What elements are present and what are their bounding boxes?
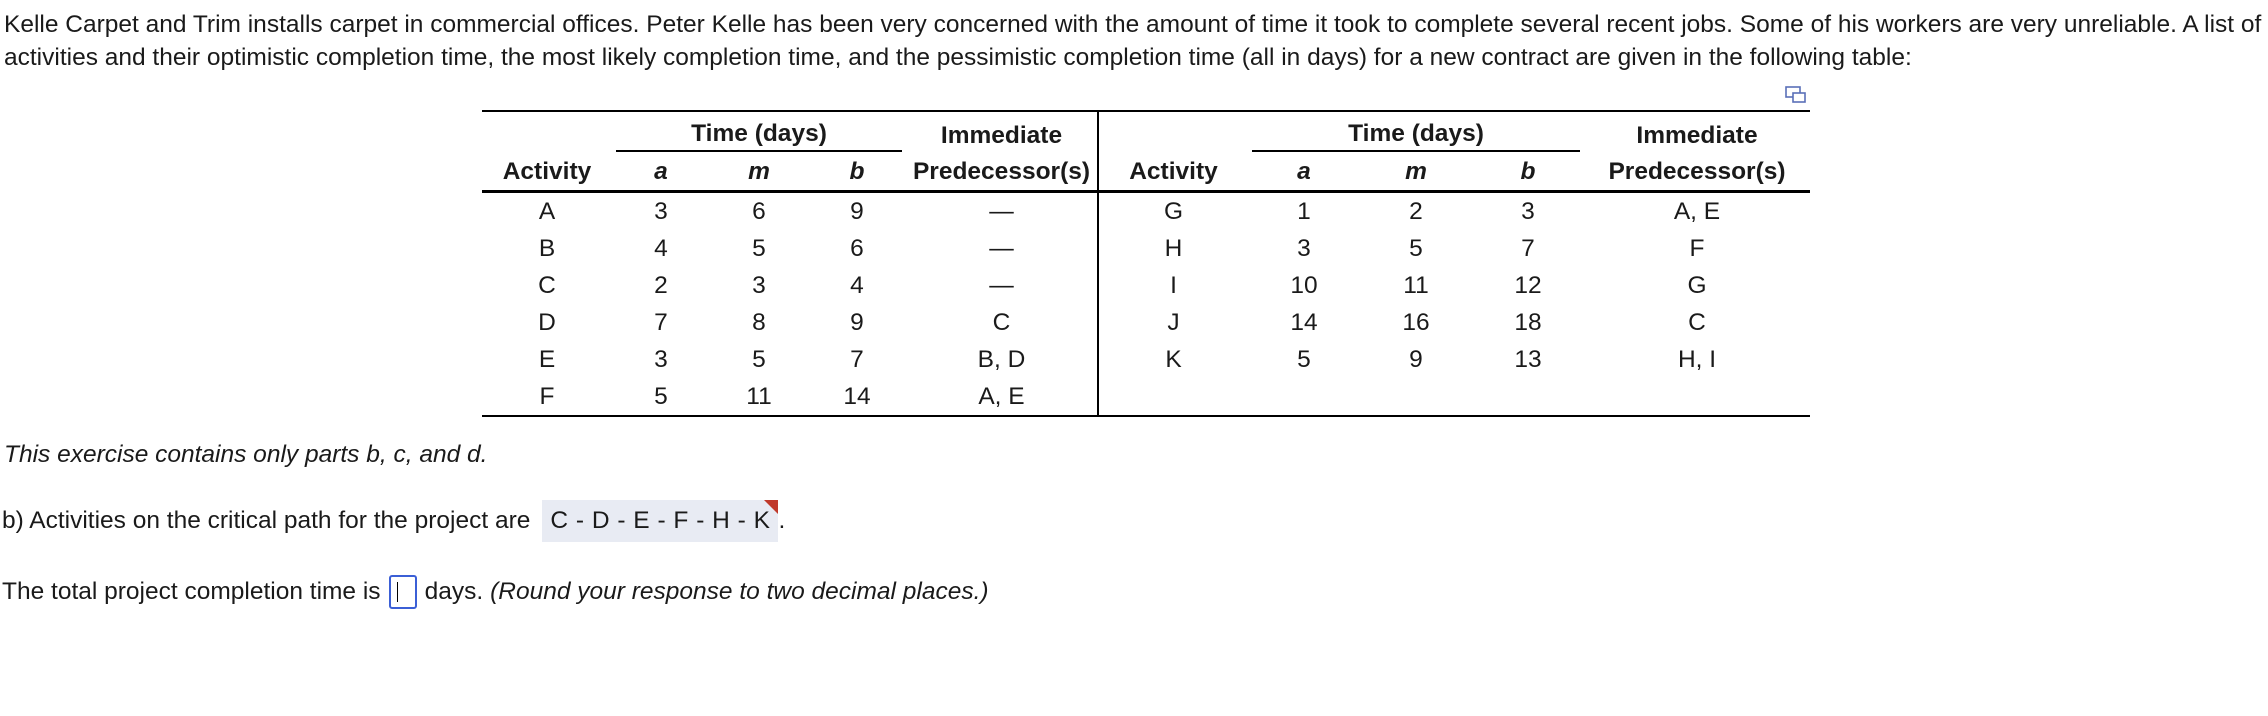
cell-a: 10: [1290, 271, 1318, 299]
cell-a: 7: [654, 308, 668, 336]
cell-pred: —: [906, 230, 1098, 267]
cell-b: 7: [1521, 234, 1535, 262]
header-blank-right: [1098, 111, 1248, 154]
exercise-note: This exercise contains only parts b, c, and d.: [4, 441, 488, 468]
header-a: a: [612, 154, 710, 192]
cell-activity: [1098, 378, 1248, 416]
header-m: m: [710, 154, 808, 192]
cell-pred: C: [1688, 308, 1706, 336]
cell-a: 2: [654, 271, 668, 299]
cell-activity: H: [1164, 234, 1183, 262]
cell-b: 18: [1514, 308, 1542, 336]
cell-activity: D: [538, 308, 556, 336]
cell-a: 5: [612, 378, 710, 416]
total-time-prompt: The total project completion time is: [2, 578, 381, 605]
cell-b: 7: [850, 345, 864, 373]
header-activity: Activity: [482, 154, 612, 192]
cell-b: 6: [850, 234, 864, 262]
cell-pred: —: [906, 192, 1098, 231]
cell-pred: B, D: [906, 341, 1098, 378]
total-time-input[interactable]: [389, 575, 417, 609]
cell-activity: E: [538, 345, 556, 373]
table-row: [482, 304, 1810, 341]
activity-table-container: [482, 110, 1810, 417]
cell-a: 3: [1297, 234, 1311, 262]
header-pred-line2-right: Predecessor(s): [1584, 154, 1810, 192]
table-row: [482, 230, 1810, 267]
table-row: [482, 267, 1810, 304]
cell-m: 9: [1409, 345, 1423, 373]
problem-statement: Kelle Carpet and Trim installs carpet in commercial offices. Peter Kelle has been very concerned with the amount of time it took to complete several recent jobs. Some of his workers are very unreliable. A list of activities and their optimistic completion time, the most likely completion time, and the pessimistic completion time (all in days) for a new contract are given in the following table:: [4, 11, 2262, 71]
header-blank: [482, 111, 612, 154]
incorrect-flag-icon: [764, 500, 778, 514]
table-header-row-2: [482, 154, 1810, 192]
cell-m: 3: [752, 271, 766, 299]
header-time-group-right: Time (days): [1248, 111, 1584, 154]
cell-b: 12: [1514, 271, 1542, 299]
cell-a: 3: [654, 197, 668, 225]
text-caret: [397, 582, 398, 602]
critical-path-answer-text: C - D - E - F - H - K: [550, 507, 771, 534]
cell-activity: C: [538, 271, 556, 299]
cell-m: 11: [1403, 271, 1429, 299]
cell-m: 5: [752, 234, 766, 262]
cell-pred: F: [1689, 234, 1705, 262]
cell-pred: A, E: [906, 378, 1098, 416]
table-row: [482, 341, 1810, 378]
cell-pred: G: [1687, 271, 1707, 299]
cell-m: 6: [752, 197, 766, 225]
header-b-right: b: [1472, 154, 1584, 192]
table-row: [482, 192, 1810, 231]
cell-m: 5: [752, 345, 766, 373]
header-pred-line1: Immediate: [906, 111, 1098, 154]
cell-b: [1472, 378, 1584, 416]
header-pred-line1-right: Immediate: [1584, 111, 1810, 154]
cell-m: 11: [710, 378, 808, 416]
cell-activity: I: [1170, 271, 1177, 299]
cell-activity: K: [1165, 345, 1182, 373]
cell-pred: A, E: [1673, 197, 1721, 225]
cell-b: 13: [1514, 345, 1542, 373]
cell-activity: A: [538, 197, 556, 225]
question-part-b: [2, 500, 785, 542]
cell-m: 16: [1402, 308, 1430, 336]
cell-pred: C: [906, 304, 1098, 341]
cell-pred: H, I: [1677, 345, 1717, 373]
cell-activity: J: [1167, 308, 1180, 336]
header-a-right: a: [1248, 154, 1360, 192]
expand-table-icon[interactable]: [1785, 86, 1807, 104]
cell-a: 3: [654, 345, 668, 373]
cell-b: 14: [808, 378, 906, 416]
cell-b: 9: [850, 308, 864, 336]
table-row: [482, 378, 1810, 416]
cell-b: 4: [850, 271, 864, 299]
cell-a: 14: [1290, 308, 1318, 336]
rounding-hint: (Round your response to two decimal places.): [490, 578, 989, 605]
header-b: b: [808, 154, 906, 192]
cell-activity: B: [538, 234, 556, 262]
activity-table: [482, 110, 1810, 417]
cell-m: 5: [1409, 234, 1423, 262]
header-time-group: Time (days): [612, 111, 906, 154]
critical-path-answer[interactable]: [542, 500, 778, 542]
cell-m: 8: [752, 308, 766, 336]
part-b-prompt: b) Activities on the critical path for the project are: [2, 507, 531, 534]
cell-activity: F: [482, 378, 612, 416]
cell-m: [1360, 378, 1472, 416]
part-b-period: .: [778, 507, 786, 534]
cell-a: 1: [1297, 197, 1311, 225]
cell-m: 2: [1409, 197, 1423, 225]
cell-pred: [1584, 378, 1810, 416]
cell-a: 4: [654, 234, 668, 262]
total-time-unit: days.: [424, 578, 484, 605]
cell-b: 9: [850, 197, 864, 225]
cell-pred: —: [906, 267, 1098, 304]
cell-b: 3: [1521, 197, 1535, 225]
table-header-row-1: [482, 111, 1810, 154]
header-pred-line2: Predecessor(s): [906, 154, 1098, 192]
cell-a: 5: [1297, 345, 1311, 373]
header-m-right: m: [1360, 154, 1472, 192]
cell-activity: G: [1163, 197, 1184, 225]
header-activity-right: Activity: [1098, 154, 1248, 192]
cell-a: [1248, 378, 1360, 416]
question-total-time: [2, 575, 989, 609]
